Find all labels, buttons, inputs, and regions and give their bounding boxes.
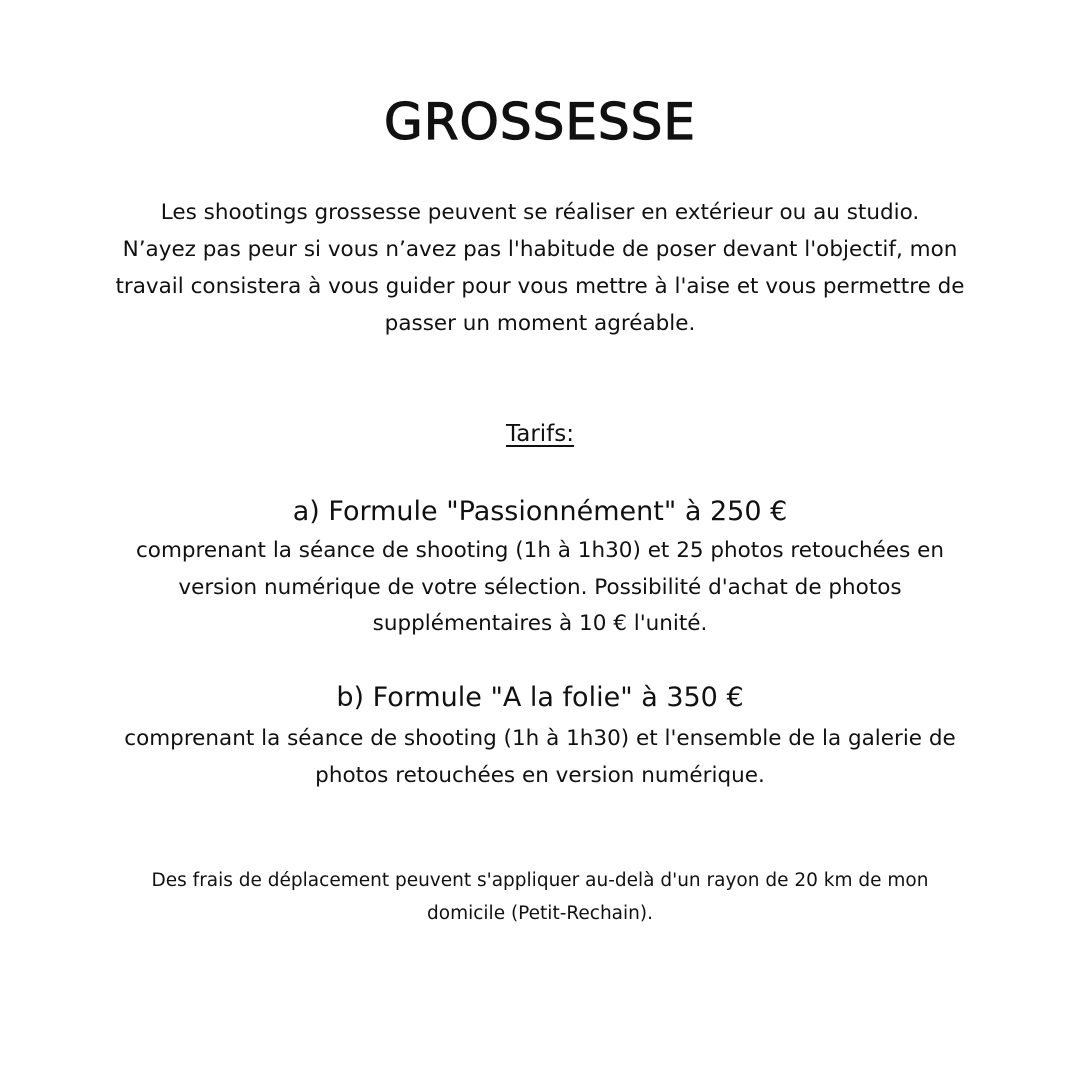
intro-line: travail consistera à vous guider pour vous mettre à l'aise et vous permettre de <box>115 274 965 299</box>
travel-fee-note <box>60 864 1020 930</box>
intro-line: passer un moment agréable. <box>384 311 696 336</box>
formula-a-title: a) Formule "Passionnément" à 250 € <box>292 496 788 527</box>
formula-b-title: b) Formule "A la folie" à 350 € <box>336 682 744 713</box>
formula-a-description-line: supplémentaires à 10 € l'unité. <box>372 611 708 636</box>
intro-line: Les shootings grossesse peuvent se réaliser en extérieur ou au studio. <box>160 200 920 225</box>
formula-a-description <box>70 533 1010 643</box>
intro-paragraph <box>70 194 1010 342</box>
formula-a-description-line: comprenant la séance de shooting (1h à 1h30) et 25 photos retouchées en <box>135 538 945 563</box>
tarifs-heading: Tarifs: <box>505 421 574 447</box>
page-title: GROSSESSE <box>384 93 696 151</box>
formula-b-description-line: photos retouchées en version numérique. <box>315 762 765 788</box>
formula-a-description-line: version numérique de votre sélection. Possibilité d'achat de photos <box>178 574 902 600</box>
formula-b-description <box>70 721 1010 794</box>
formula-b-description-line: comprenant la séance de shooting (1h à 1h30) et l'ensemble de la galerie de <box>124 726 956 751</box>
intro-line: N’ayez pas peur si vous n’avez pas l'habitude de poser devant l'objectif, mon <box>122 237 958 262</box>
footnote-line: domicile (Petit-Rechain). <box>427 903 653 924</box>
footnote-line: Des frais de déplacement peuvent s'appliquer au-delà d'un rayon de 20 km de mon <box>151 870 929 891</box>
